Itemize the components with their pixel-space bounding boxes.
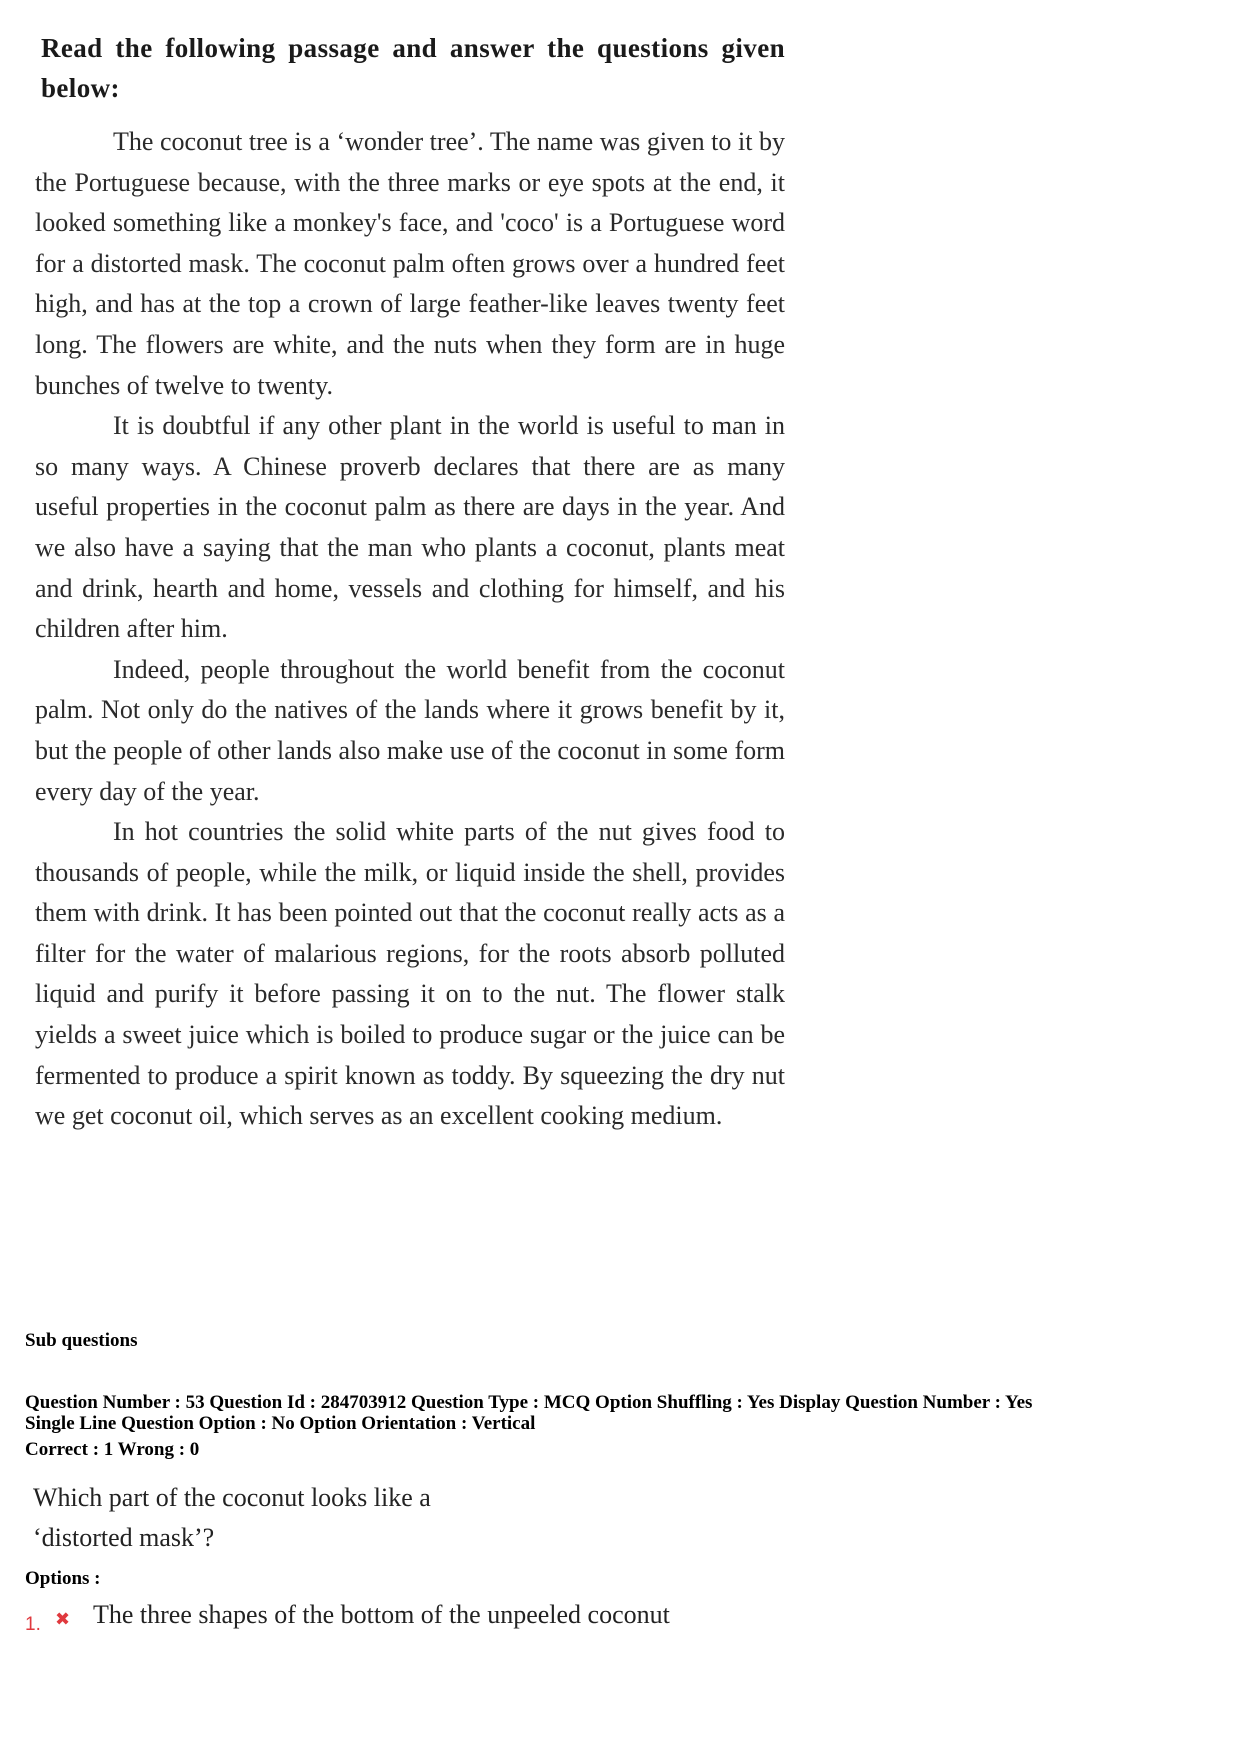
question-meta-line-2: Single Line Question Option : No Option Orientation : Vertical — [25, 1413, 536, 1434]
options-label: Options : — [25, 1568, 101, 1589]
question-text: Which part of the coconut looks like a ‘distorted mask’? — [33, 1483, 431, 1552]
passage-heading: Read the following passage and answer the questions given below: — [41, 33, 785, 103]
option-number: 1. — [25, 1614, 41, 1635]
option-text: The three shapes of the bottom of the unpeeled coconut — [93, 1600, 670, 1629]
passage-paragraph-3: Indeed, people throughout the world benefit from the coconut palm. Not only do the natives of the lands where it grows benefit by it, but the people of other lands also make use of the coconut in some form every day of the year. — [35, 654, 785, 806]
passage — [35, 28, 785, 1137]
sub-questions-label: Sub questions — [25, 1330, 138, 1351]
passage-paragraph-2: It is doubtful if any other plant in the world is useful to man in so many ways. A Chinese proverb declares that there are as many useful properties in the coconut palm as there are days in the year. And we also have a saying that the man who plants a coconut, plants meat and drink, hearth and home, vessels and clothing for himself, and his children after him. — [35, 411, 785, 644]
question-meta-line-3: Correct : 1 Wrong : 0 — [25, 1439, 200, 1460]
wrong-mark-icon: ✖ — [55, 1609, 71, 1630]
option-1[interactable] — [25, 1598, 925, 1646]
question-meta-line-1: Question Number : 53 Question Id : 284703912 Question Type : MCQ Option Shuffling : Yes Display Question Number : Yes — [25, 1392, 1033, 1413]
passage-paragraph-1: The coconut tree is a ‘wonder tree’. The name was given to it by the Portuguese because, with the three marks or eye spots at the end, it looked something like a monkey's face, and 'coco' is a Portuguese word for a distorted mask. The coconut palm often grows over a hundred feet high, and has at the top a crown of large feather-like leaves twenty feet long. The flowers are white, and the nuts when they form are in huge bunches of twelve to twenty. — [35, 127, 785, 400]
passage-paragraph-4: In hot countries the solid white parts of the nut gives food to thousands of people, while the milk, or liquid inside the shell, provides them with drink. It has been pointed out that the coconut really acts as a filter for the water of malarious regions, for the roots absorb polluted liquid and purify it before passing it on to the nut. The flower stalk yields a sweet juice which is boiled to produce sugar or the juice can be fermented to produce a spirit known as toddy. By squeezing the dry nut we get coconut oil, which serves as an excellent cooking medium. — [35, 817, 785, 1131]
